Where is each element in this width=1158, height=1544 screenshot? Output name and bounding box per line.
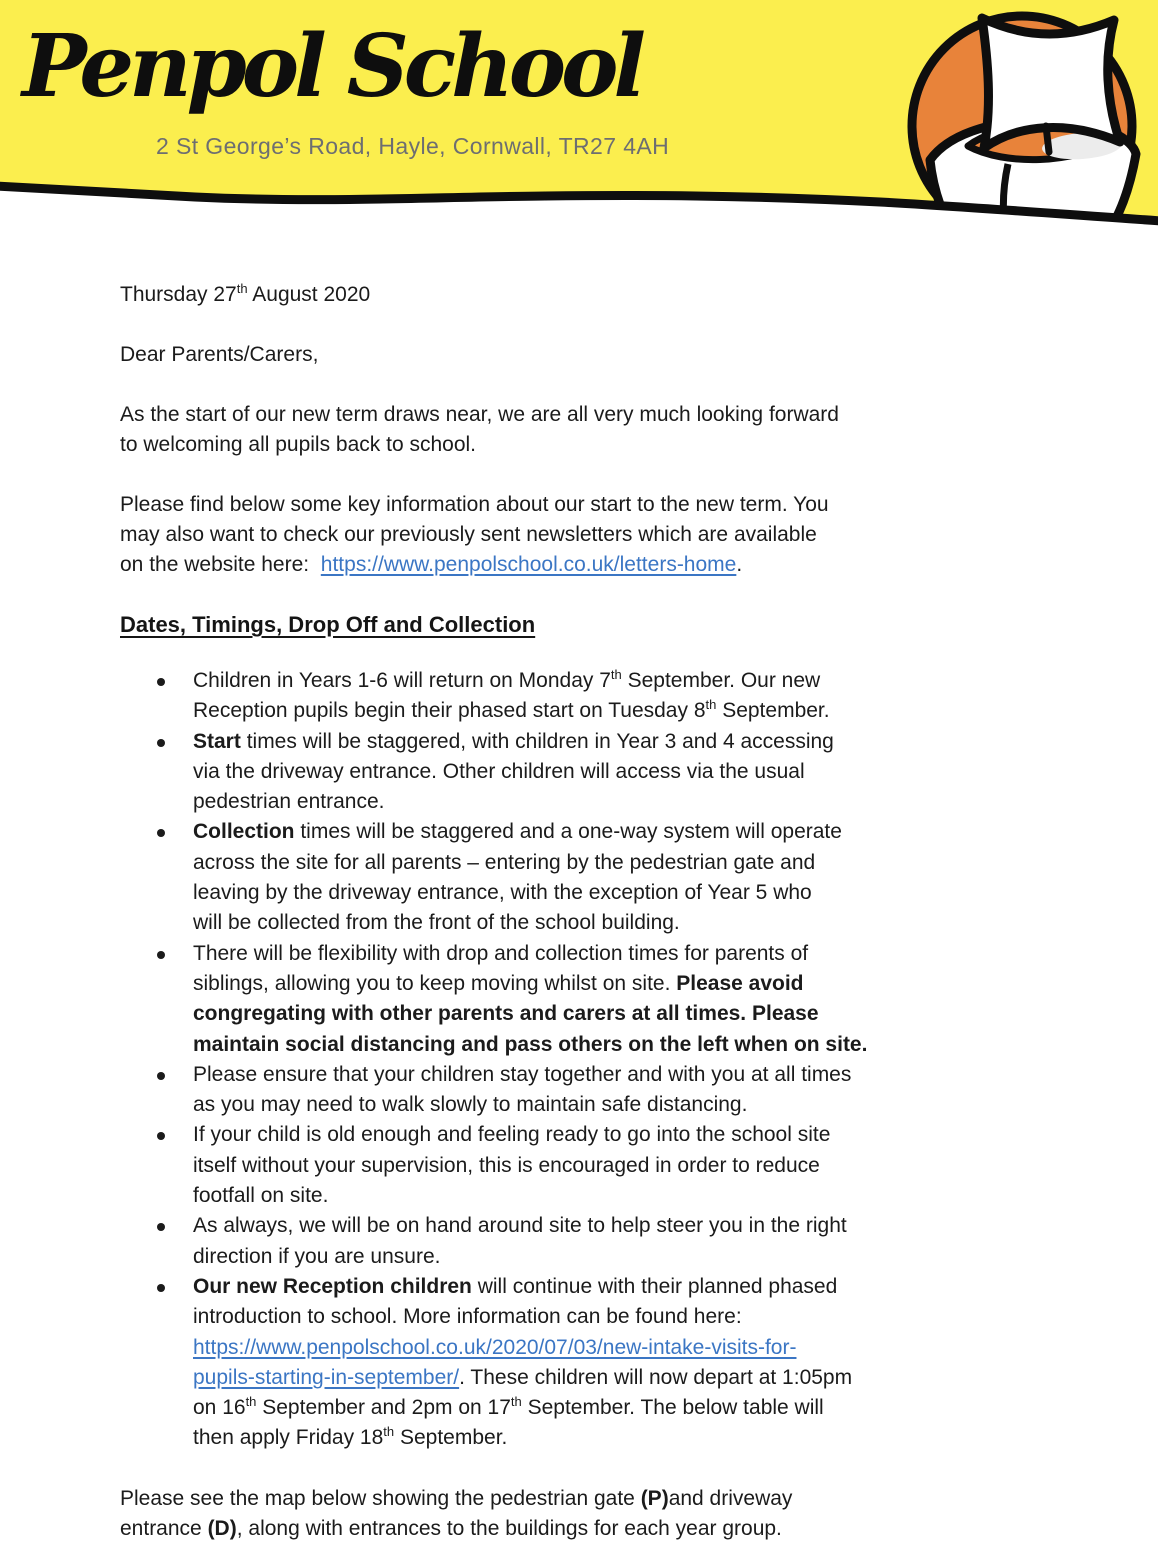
text-run: As the start of our new term draws near, we are all very much looking forward bbox=[120, 403, 839, 426]
list-item-text bbox=[193, 1060, 1038, 1121]
bullet-marker bbox=[157, 951, 165, 959]
text-run: (P) bbox=[640, 1486, 669, 1510]
list-item bbox=[120, 1120, 1038, 1211]
superscript: th bbox=[510, 1394, 522, 1410]
school-address: 2 St George’s Road, Hayle, Cornwall, TR27 4AH bbox=[156, 133, 670, 159]
text-run: on the website here: bbox=[120, 553, 321, 576]
key-info-list bbox=[120, 666, 1038, 1454]
text-run: September and 2pm on 17 bbox=[256, 1396, 511, 1420]
text-run: may also want to check our previously sent newsletters which are available bbox=[120, 523, 817, 546]
text-run: across the site for all parents – entering by the pedestrian gate and bbox=[193, 850, 816, 874]
text-run: will be collected from the front of the school building. bbox=[193, 911, 680, 935]
list-item bbox=[120, 1211, 1038, 1272]
list-item-text bbox=[193, 727, 1038, 818]
bullet-marker bbox=[157, 1284, 165, 1292]
text-run: August 2020 bbox=[247, 283, 371, 306]
school-logo-text: Penpol School bbox=[22, 16, 642, 117]
list-item bbox=[120, 666, 1038, 727]
text-run: There will be flexibility with drop and collection times for parents of bbox=[193, 941, 809, 965]
inline-link[interactable]: pupils-starting-in-september/ bbox=[193, 1365, 460, 1389]
text-run: Our new Reception children bbox=[193, 1274, 472, 1298]
text-run: will continue with their planned phased bbox=[471, 1274, 838, 1298]
text-run: leaving by the driveway entrance, with the exception of Year 5 who bbox=[193, 881, 812, 905]
text-run: times will be staggered and a one-way system will operate bbox=[294, 820, 842, 844]
text-run: . bbox=[736, 553, 743, 576]
superscript: th bbox=[383, 1424, 395, 1440]
text-run: Start bbox=[193, 729, 241, 753]
list-item bbox=[120, 727, 1038, 818]
text-run: Please find below some key information about our start to the new term. You bbox=[120, 493, 829, 516]
section-heading: Dates, Timings, Drop Off and Collection bbox=[120, 612, 536, 637]
list-item-text bbox=[193, 1211, 1038, 1272]
list-item-text bbox=[193, 666, 1038, 727]
list-item bbox=[120, 817, 1038, 938]
bullet-marker bbox=[157, 1072, 165, 1080]
list-item bbox=[120, 1272, 1038, 1454]
bullet-marker bbox=[157, 739, 165, 747]
text-run: Children in Years 1-6 will return on Monday 7 bbox=[193, 669, 611, 692]
text-run: entrance bbox=[120, 1516, 208, 1540]
info-paragraph bbox=[120, 490, 1038, 580]
text-run: (D) bbox=[207, 1516, 237, 1540]
letter-date bbox=[120, 280, 1038, 310]
text-run: maintain social distancing and pass others on the left when on site. bbox=[193, 1032, 868, 1056]
intro-paragraph bbox=[120, 400, 1038, 460]
letter-body bbox=[0, 230, 1158, 1544]
bullet-marker bbox=[157, 1223, 165, 1231]
text-run: itself without your supervision, this is encouraged in order to reduce bbox=[193, 1153, 820, 1177]
text-run: congregating with other parents and carers at all times. Please bbox=[193, 1002, 819, 1026]
text-run: then apply Friday 18 bbox=[193, 1426, 384, 1450]
text-run: footfall on site. bbox=[193, 1184, 329, 1208]
inline-link[interactable]: https://www.penpolschool.co.uk/2020/07/03/new-intake-visits-for- bbox=[193, 1335, 797, 1359]
superscript: th bbox=[705, 697, 717, 713]
text-run: Please ensure that your children stay together and with you at all times bbox=[193, 1062, 852, 1086]
header-band bbox=[0, 0, 1158, 230]
text-run: on 16 bbox=[193, 1396, 246, 1420]
inline-link[interactable]: https://www.penpolschool.co.uk/letters-home bbox=[320, 553, 737, 576]
text-run: September. bbox=[394, 1426, 508, 1450]
text-run: introduction to school. More information can be found here: bbox=[193, 1305, 742, 1329]
text-run: pedestrian entrance. bbox=[193, 790, 385, 814]
text-run: as you may need to walk slowly to maintain safe distancing. bbox=[193, 1093, 748, 1117]
text-run: direction if you are unsure. bbox=[193, 1244, 441, 1268]
text-run: siblings, allowing you to keep moving whilst on site. bbox=[193, 971, 677, 995]
text-run: Please see the map below showing the pedestrian gate bbox=[120, 1486, 641, 1510]
text-run: times will be staggered, with children in Year 3 and 4 accessing bbox=[240, 729, 834, 753]
text-run: If your child is old enough and feeling ready to go into the school site bbox=[193, 1123, 831, 1147]
text-run: via the driveway entrance. Other children will access via the usual bbox=[193, 759, 805, 783]
list-item-text bbox=[193, 1272, 1038, 1454]
superscript: th bbox=[610, 667, 622, 682]
list-item bbox=[120, 939, 1038, 1060]
list-item-text bbox=[193, 939, 1038, 1060]
text-run: Collection bbox=[193, 820, 295, 844]
superscript: th bbox=[236, 281, 248, 296]
bullet-marker bbox=[157, 678, 165, 686]
superscript: th bbox=[245, 1394, 257, 1410]
text-run: September. The below table will bbox=[521, 1396, 824, 1420]
text-run: to welcoming all pupils back to school. bbox=[120, 433, 477, 456]
list-item-text bbox=[193, 817, 1038, 938]
closing-paragraph bbox=[120, 1484, 1038, 1544]
list-item bbox=[120, 1060, 1038, 1121]
bullet-marker bbox=[157, 829, 165, 837]
text-run: Please avoid bbox=[676, 971, 804, 995]
bullet-marker bbox=[157, 1132, 165, 1140]
salutation: Dear Parents/Carers, bbox=[120, 343, 319, 366]
text-run: September. bbox=[716, 699, 830, 723]
list-item-text bbox=[193, 1120, 1038, 1211]
text-run: September. Our new bbox=[621, 669, 821, 692]
text-run: Reception pupils begin their phased start on Tuesday 8 bbox=[193, 699, 706, 723]
text-run: and driveway bbox=[668, 1486, 793, 1510]
text-run: . These children will now depart at 1:05pm bbox=[459, 1365, 853, 1389]
text-run: As always, we will be on hand around site to help steer you in the right bbox=[193, 1214, 847, 1238]
text-run: Thursday 27 bbox=[120, 283, 237, 306]
text-run: , along with entrances to the buildings for each year group. bbox=[236, 1516, 782, 1540]
